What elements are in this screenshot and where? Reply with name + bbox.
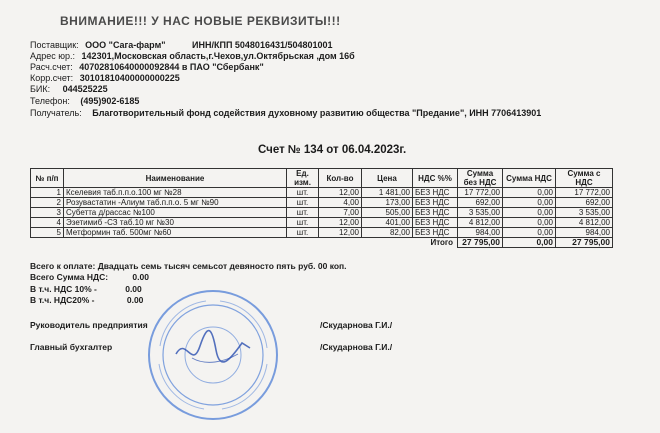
cell-vat: БЕЗ НДС xyxy=(413,228,458,238)
phone-value: (495)902-6185 xyxy=(80,96,140,106)
table-row xyxy=(31,228,613,238)
cell-vat: БЕЗ НДС xyxy=(413,188,458,198)
director-label: Руководитель предприятия xyxy=(30,320,148,330)
accountant-name: /Скударнова Г.И./ xyxy=(320,342,393,352)
cell-price: 82,00 xyxy=(362,228,413,238)
cell-total: 17 772,00 xyxy=(556,188,613,198)
header-sum: Сумма без НДС xyxy=(458,169,503,188)
cell-n: 2 xyxy=(31,198,64,208)
cell-vat: БЕЗ НДС xyxy=(413,198,458,208)
header-name: Наименование xyxy=(64,169,287,188)
table-row xyxy=(31,218,613,228)
invoice-table xyxy=(30,168,613,248)
bik-value: 044525225 xyxy=(62,84,108,94)
supplier-name: ООО "Сага-фарм" xyxy=(85,40,166,50)
cell-unit: шт. xyxy=(287,228,319,238)
signature-stroke xyxy=(176,331,250,362)
notice-banner: ВНИМАНИЕ!!! У НАС НОВЫЕ РЕКВИЗИТЫ!!! xyxy=(60,14,341,28)
total-label: Итого xyxy=(430,238,453,248)
total-with-nds: 27 795,00 xyxy=(556,238,613,248)
nds20-value: 0.00 xyxy=(126,295,144,305)
nds20-label: В т.ч. НДС20% - xyxy=(30,295,95,305)
cell-price: 173,00 xyxy=(362,198,413,208)
header-price: Цена xyxy=(362,169,413,188)
cell-vat: БЕЗ НДС xyxy=(413,208,458,218)
table-row xyxy=(31,188,613,198)
cell-sum: 17 772,00 xyxy=(458,188,503,198)
cell-qty: 12,00 xyxy=(319,188,362,198)
nds20-line xyxy=(30,295,143,305)
header-unit: Ед. изм. xyxy=(287,169,319,188)
cell-name: Кселевия таб.п.п.о.100 мг №28 xyxy=(64,188,287,198)
cell-sum: 4 812,00 xyxy=(458,218,503,228)
cell-nds: 0,00 xyxy=(503,218,556,228)
total-sum: 27 795,00 xyxy=(458,238,503,248)
total-nds-value: 0.00 xyxy=(132,272,149,282)
amount-in-words: Всего к оплате: Двадцать семь тысяч семьсот девяносто пять руб. 00 коп. xyxy=(30,261,347,271)
cell-n: 1 xyxy=(31,188,64,198)
cell-price: 1 481,00 xyxy=(362,188,413,198)
total-nds: 0,00 xyxy=(503,238,556,248)
cell-n: 5 xyxy=(31,228,64,238)
cell-total: 3 535,00 xyxy=(556,208,613,218)
nds10-line xyxy=(30,284,142,294)
account-value: 40702810640000092844 в ПАО "Сбербанк" xyxy=(79,62,264,72)
company-stamp xyxy=(146,288,280,422)
cell-name: Эзетимиб -СЗ таб.10 мг №30 xyxy=(64,218,287,228)
header-total: Сумма с НДС xyxy=(556,169,613,188)
cell-total: 4 812,00 xyxy=(556,218,613,228)
total-nds-line xyxy=(30,272,149,282)
corr-line xyxy=(30,73,180,84)
bik-label: БИК: xyxy=(30,84,51,94)
accountant-label: Главный бухгалтер xyxy=(30,342,113,352)
address-value: 142301,Московская область,г.Чехов,ул.Октябрьская ,дом 16б xyxy=(81,51,355,61)
total-row xyxy=(31,238,613,248)
cell-sum: 692,00 xyxy=(458,198,503,208)
corr-value: 30101810400000000225 xyxy=(79,73,180,83)
cell-nds: 0,00 xyxy=(503,198,556,208)
cell-total: 984,00 xyxy=(556,228,613,238)
bik-line xyxy=(30,84,108,95)
cell-unit: шт. xyxy=(287,218,319,228)
nds10-label: В т.ч. НДС 10% - xyxy=(30,284,97,294)
cell-sum: 3 535,00 xyxy=(458,208,503,218)
cell-qty: 4,00 xyxy=(319,198,362,208)
supplier-inn: ИНН/КПП 5048016431/504801001 xyxy=(192,40,333,50)
supplier-line xyxy=(30,40,333,51)
header-vat: НДС %% xyxy=(413,169,458,188)
cell-price: 401,00 xyxy=(362,218,413,228)
cell-nds: 0,00 xyxy=(503,228,556,238)
cell-name: Розувастатин -Алиум таб.п.п.о. 5 мг №90 xyxy=(64,198,287,208)
header-n: № п/п xyxy=(31,169,64,188)
cell-qty: 12,00 xyxy=(319,228,362,238)
cell-name: Метформин таб. 500мг №60 xyxy=(64,228,287,238)
supplier-label: Поставщик: xyxy=(30,40,79,50)
cell-unit: шт. xyxy=(287,208,319,218)
cell-nds: 0,00 xyxy=(503,188,556,198)
address-label: Адрес юр.: xyxy=(30,51,76,61)
phone-line xyxy=(30,96,139,107)
recipient-line xyxy=(30,108,541,119)
header-qty: Кол-во xyxy=(319,169,362,188)
total-nds-label: Всего Сумма НДС: xyxy=(30,272,109,282)
nds10-value: 0.00 xyxy=(125,284,142,294)
cell-nds: 0,00 xyxy=(503,208,556,218)
recipient-label: Получатель: xyxy=(30,108,82,118)
address-line xyxy=(30,51,355,62)
cell-sum: 984,00 xyxy=(458,228,503,238)
invoice-title: Счет № 134 от 06.04.2023г. xyxy=(258,144,407,156)
cell-n: 4 xyxy=(31,218,64,228)
director-name: /Скударнова Г.И./ xyxy=(320,320,393,330)
recipient-name: Благотворительный фонд содействия духовному развитию общества "Предание", ИНН 7706413901 xyxy=(92,108,542,118)
cell-name: Субетта д/рассас №100 xyxy=(64,208,287,218)
account-label: Расч.счет: xyxy=(30,62,73,72)
cell-unit: шт. xyxy=(287,188,319,198)
header-nds: Сумма НДС xyxy=(503,169,556,188)
table-row xyxy=(31,208,613,218)
phone-label: Телефон: xyxy=(30,96,70,106)
cell-price: 505,00 xyxy=(362,208,413,218)
cell-qty: 12,00 xyxy=(319,218,362,228)
corr-label: Корр.счет: xyxy=(30,73,74,83)
account-line xyxy=(30,62,264,73)
cell-total: 692,00 xyxy=(556,198,613,208)
cell-qty: 7,00 xyxy=(319,208,362,218)
cell-unit: шт. xyxy=(287,198,319,208)
table-row xyxy=(31,198,613,208)
cell-vat: БЕЗ НДС xyxy=(413,218,458,228)
cell-n: 3 xyxy=(31,208,64,218)
